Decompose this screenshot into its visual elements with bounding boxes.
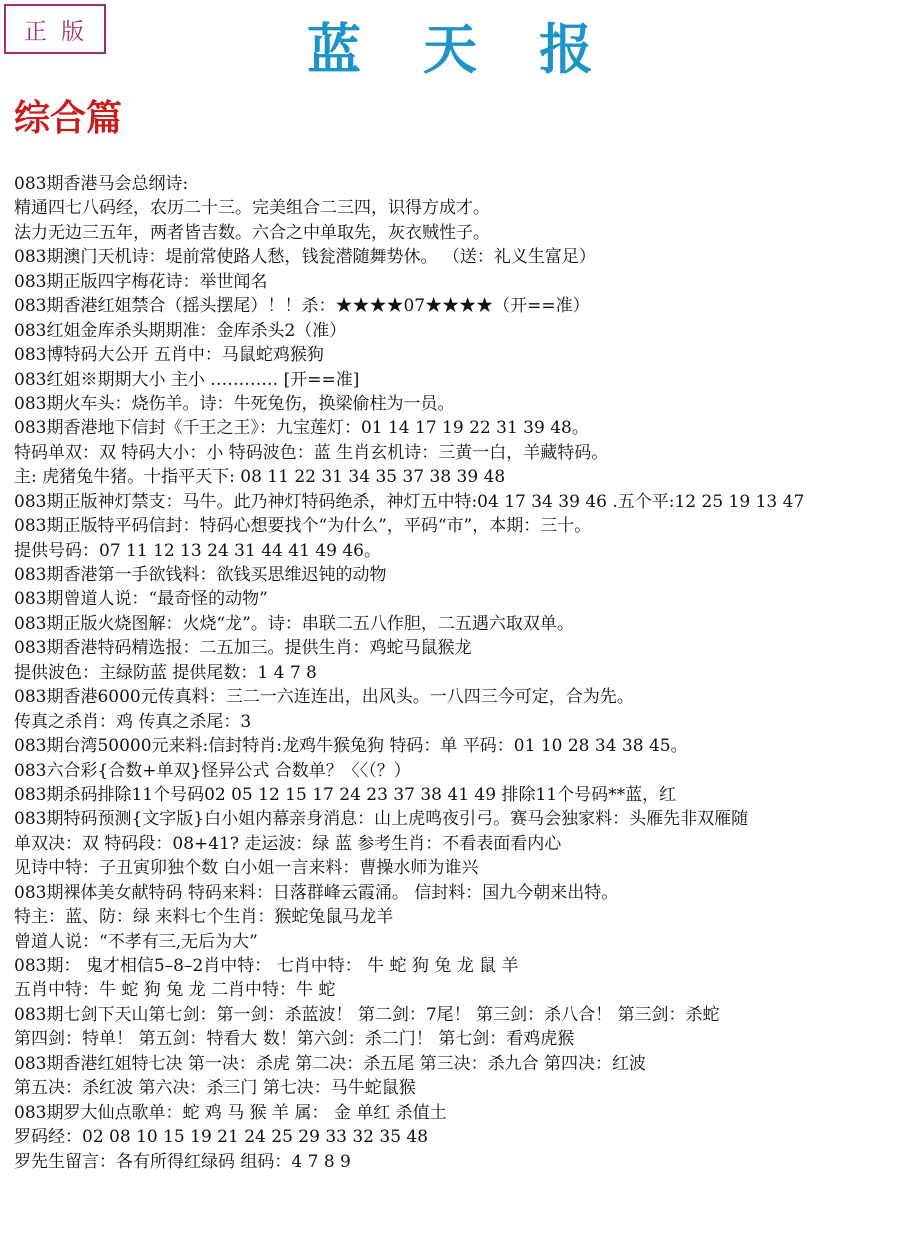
text-line: 083红姐※期期大小 主小 ………… [开==准] bbox=[14, 369, 360, 390]
text-line: 五肖中特：牛 蛇 狗 兔 龙 二肖中特：牛 蛇 bbox=[14, 980, 336, 1001]
section-title: 综合篇 bbox=[14, 97, 123, 139]
text-line: 083期曾道人说：“最奇怪的动物” bbox=[14, 589, 268, 610]
text-line: 083期香港6000元传真料：三二一六连连出，出风头。一八四三今可定，合为先。 bbox=[14, 687, 634, 708]
text-line: 主: 虎猪兔牛猪。十指平天下: 08 11 22 31 34 35 37 38 39 48 bbox=[14, 467, 506, 488]
text-line: 083期正版特平码信封：特码心想要找个“为什么”，平码“市”，本期：三十。 bbox=[14, 516, 592, 537]
text-line: 083期香港马会总纲诗: bbox=[14, 174, 189, 194]
text-line: 单双决：双 特码段：08+41? 走运波：绿 蓝 参考生肖：不看表面看内心 bbox=[14, 833, 562, 854]
text-line: 083博特码大公开 五肖中：马鼠蛇鸡猴狗 bbox=[14, 345, 324, 366]
text-line: 见诗中特：子丑寅卯独个数 白小姐一言来料：曹操水师为谁兴 bbox=[14, 858, 479, 879]
text-line: 083期杀码排除11个号码02 05 12 15 17 24 23 37 38 41 49 排除11个号码**蓝，红 bbox=[14, 784, 677, 805]
text-line: 083红姐金库杀头期期准：金库杀头2（准） bbox=[14, 320, 347, 341]
text-line: 083期香港红姐特七决 第一决：杀虎 第二决：杀五尾 第三决：杀九合 第四决：红波 bbox=[14, 1053, 647, 1074]
masthead-title: 蓝天报 bbox=[307, 17, 655, 81]
text-line: 罗先生留言：各有所得红绿码 组码：4 7 8 9 bbox=[14, 1151, 351, 1172]
text-line: 提供波色：主绿防蓝 提供尾数：1 4 7 8 bbox=[14, 662, 317, 683]
text-line: 法力无边三五年，两者皆吉数。六合之中单取先，灰衣贼性子。 bbox=[14, 222, 490, 243]
text-line: 083期火车头：烧伤羊。诗：牛死兔伤，换梁偷柱为一员。 bbox=[14, 393, 455, 414]
text-line: 083期七剑下天山第七剑：第一剑：杀蓝波！ 第二剑：7尾！ 第三剑：杀八合！ 第三剑：杀蛇 bbox=[14, 1004, 720, 1025]
text-line: 083期台湾50000元来料:信封特肖:龙鸡牛猴兔狗 特码：单 平码：01 10 28 34 38 45。 bbox=[14, 736, 688, 757]
text-line: 曾道人说：“不孝有三,无后为大” bbox=[14, 931, 258, 952]
text-line: 提供号码：07 11 12 13 24 31 44 41 49 46。 bbox=[14, 540, 381, 561]
text-line: 精通四七八码经，农历二十三。完美组合二三四，识得方成才。 bbox=[14, 198, 490, 219]
edition-stamp: 正版 bbox=[4, 4, 106, 54]
text-line: 083期香港特码精选报：二五加三。提供生肖：鸡蛇马鼠猴龙 bbox=[14, 638, 472, 659]
text-line: 特主：蓝、防：绿 来料七个生肖：猴蛇兔鼠马龙羊 bbox=[14, 907, 394, 928]
text-line: 083期澳门天机诗：堤前常使路人愁，钱瓮潜随舞势休。 （送：礼义生富足） bbox=[14, 247, 596, 268]
text-line: 083期罗大仙点歌单：蛇 鸡 马 猴 羊 属： 金 单红 杀值土 bbox=[14, 1102, 447, 1123]
text-line: 083期： 鬼才相信5–8–2肖中特： 七肖中特： 牛 蛇 狗 兔 龙 鼠 羊 bbox=[14, 956, 519, 976]
text-line: 083期香港第一手欲钱料：欲钱买思维迟钝的动物 bbox=[14, 565, 387, 585]
text-line: 083期香港红姐禁合（摇头摆尾）！！杀：★★★★07★★★★（开==准） bbox=[14, 296, 590, 317]
text-line: 083六合彩{合数+单双}怪异公式 合数单？〈〈（？） bbox=[14, 760, 411, 781]
text-line: 特码单双：双 特码大小：小 特码波色：蓝 生肖玄机诗：三黄一白，羊藏特码。 bbox=[14, 442, 609, 463]
text-line: 第五决：杀红波 第六决：杀三门 第七决：马牛蛇鼠猴 bbox=[14, 1078, 416, 1099]
text-line: 083期正版神灯禁支：马牛。此乃神灯特码绝杀，神灯五中特:04 17 34 39 46 .五个平:12 25 19 13 47 bbox=[14, 491, 805, 512]
text-line: 083期正版四字梅花诗：举世闻名 bbox=[14, 271, 268, 292]
text-line: 083期裸体美女献特码 特码来料：日落群峰云霞涌。 信封料：国九今朝来出特。 bbox=[14, 882, 619, 903]
text-line: 083期香港地下信封《千王之王》：九宝莲灯：01 14 17 19 22 31 39 48。 bbox=[14, 418, 589, 439]
text-line: 传真之杀肖：鸡 传真之杀尾：3 bbox=[14, 711, 252, 732]
text-line: 083期特码预测{文字版}白小姐内幕亲身消息：山上虎鸣夜引弓。赛马会独家料：头雁先非双雁随 bbox=[14, 809, 749, 830]
text-line: 罗码经：02 08 10 15 19 21 24 25 29 33 32 35 48 bbox=[14, 1127, 429, 1148]
article-body bbox=[14, 172, 894, 1174]
text-line: 083期正版火烧图解：火烧“龙”。诗：串联二五八作胆，二五遇六取双单。 bbox=[14, 613, 574, 634]
text-line: 第四剑：特单！ 第五剑：特看大 数！第六剑：杀二门！ 第七剑：看鸡虎猴 bbox=[14, 1029, 575, 1050]
